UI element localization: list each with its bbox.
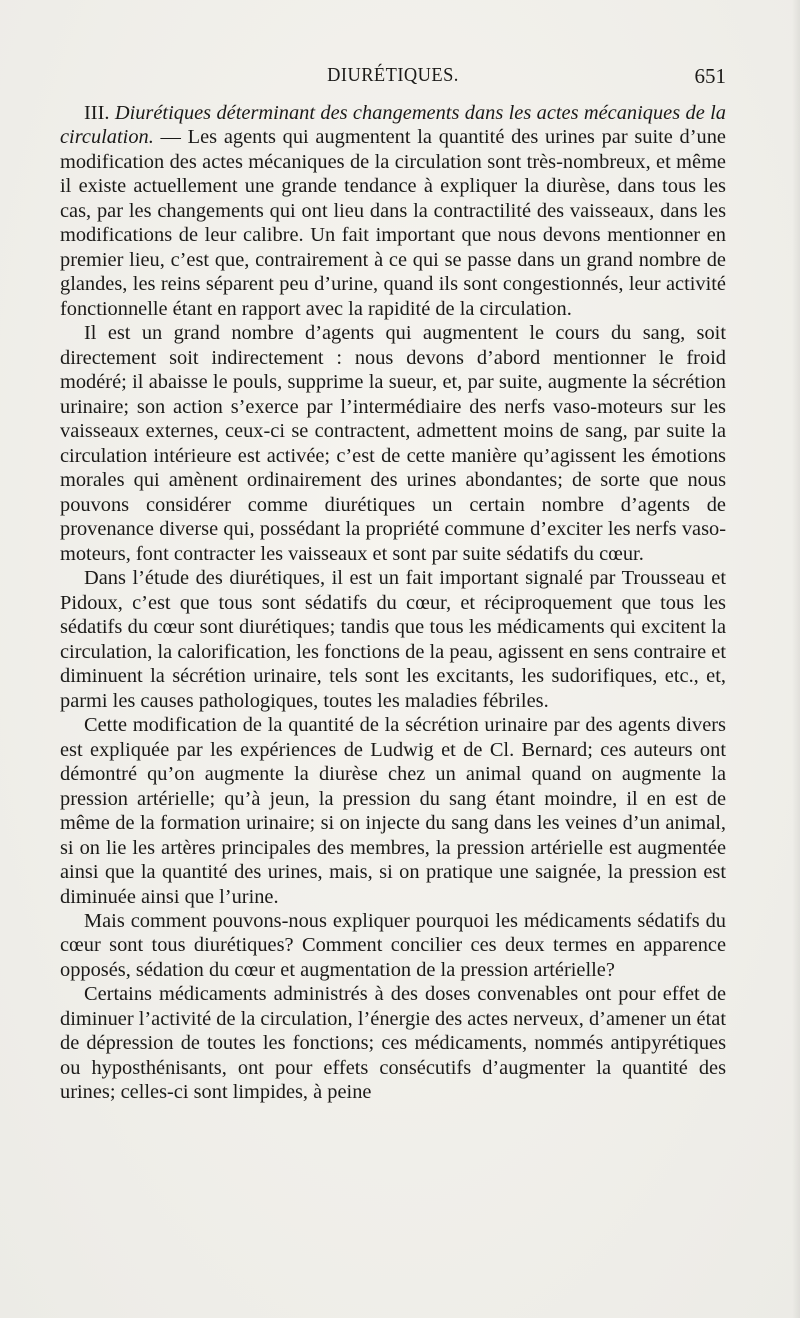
running-title: DIURÉTIQUES. <box>327 64 459 86</box>
paragraph-5: Mais comment pouvons-nous expliquer pourquoi les médicaments sédatifs du cœur sont tous diurétiques? Comment concilier ces deux termes en apparence opposés, sédation du cœur et augmentation de la pression artérielle? <box>60 909 726 981</box>
body-text <box>60 101 726 1105</box>
page-header <box>60 64 726 98</box>
paragraph-6: Certains médicaments administrés à des doses convenables ont pour effet de diminuer l’activité de la circulation, l’énergie des actes nerveux, d’amener un état de dépression de toutes les fonctions; ces médicaments, nommés antipyrétiques ou hyposthénisants, ont pour effets consécutifs d’augmenter la quantité des urines; celles-ci sont limpides, à peine <box>60 983 726 1104</box>
section-heading: Diurétiques déterminant des changements dans les actes mécaniques de la circulation. <box>60 102 726 149</box>
section-number: III. <box>84 102 115 124</box>
paragraph-4: Cette modification de la quantité de la sécrétion urinaire par des agents divers est expliquée par les expériences de Ludwig et de Cl. Bernard; ces auteurs ont démontré qu’on augmente la diurèse chez un animal quand on augmente la pression artérielle; qu’à jeun, la pression du sang étant moindre, il en est de même de la formation urinaire; si on injecte du sang dans les veines d’un animal, si on lie les artères principales des membres, la pression artérielle est augmentée ainsi que la quantité des urines, mais, si on pratique une saignée, la pression est diminuée ainsi que l’urine. <box>60 714 726 908</box>
paragraph-1-text: — Les agents qui augmentent la quantité des urines par suite d’une modification des actes mécaniques de la circulation sont très-nombreux, et même il existe actuellement une grande tendance à expliquer la diurèse, dans tous les cas, par les changements qui ont lieu dans la contractilité des vaisseaux, dans les modifications de leur calibre. Un fait important que nous devons mentionner en premier lieu, c’est que, contrairement à ce qui se passe dans un grand nombre de glandes, les reins séparent peu d’urine, quand ils sont congestionnés, leur activité fonctionnelle étant en rapport avec la rapidité de la circulation. <box>60 126 726 320</box>
paragraph-2: Il est un grand nombre d’agents qui augmentent le cours du sang, soit directement soit indirectement : nous devons d’abord mentionner le froid modéré; il abaisse le pouls, supprime la sueur, et, par suite, augmente la sécrétion urinaire; son action s’exerce par l’intermédiaire des nerfs vaso-moteurs sur les vaisseaux externes, ceux-ci se contractent, admettent moins de sang, par suite la circulation intérieure est activée; c’est de cette manière qu’agissent les émotions morales qui amènent ordinairement des urines abondantes; de sorte que nous pouvons considérer comme diurétiques un certain nombre d’agents de provenance diverse qui, possédant la propriété commune d’exciter les nerfs vaso-moteurs, font contracter les vaisseaux et sont par suite sédatifs du cœur. <box>60 322 726 565</box>
page-edge-shadow <box>792 0 800 1318</box>
page-number: 651 <box>694 64 726 88</box>
paragraph-3: Dans l’étude des diurétiques, il est un fait important signalé par Trousseau et Pidoux, c’est que tous sont sédatifs du cœur, et réciproquement que tous les sédatifs du cœur sont diurétiques; tandis que tous les médicaments qui excitent la circulation, la calorification, les fonctions de la peau, agissent en sens contraire et diminuent la sécrétion urinaire, tels sont les excitants, les sudorifiques, etc., et, parmi les causes pathologiques, toutes les maladies fébriles. <box>60 567 726 712</box>
paragraph-1 <box>60 101 726 321</box>
